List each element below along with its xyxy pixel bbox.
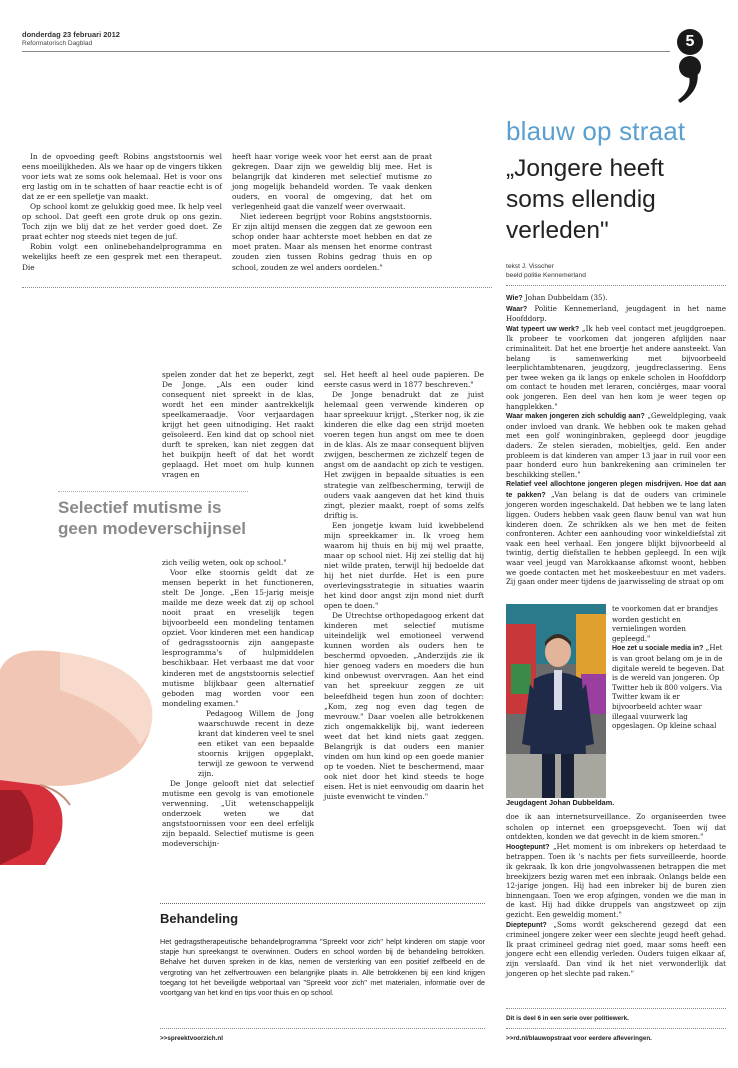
answer: doe ik aan internetsurveillance. Zo organiseerden twee scholen op internet een groepsgevecht. Toen wij dat ontdekten, konden we dat gevecht in de kiem smoren." [506, 812, 726, 842]
sidebar-divider [506, 285, 726, 286]
interview-block [506, 842, 726, 920]
answer: Johan Dubbeldam (35). [522, 293, 608, 302]
answer: „Het moment is om inbrekers op heterdaad te betrappen. Toen ik 's nachts per fiets surveilleerde, hoorde ik gekraak. Ik kon drie jongvolwassenen betrappen die met breekijzers bezig waren met een inbraak. Onlangs belde een 12-jarige jongen. Hij had een inbreker bij de buren zien binnengaan. Toen we erop afgingen, vonden we die man in de kast. Hij had dikke druppels van angstzweet op zijn gezicht. Een geweldig moment." [506, 841, 726, 919]
interview-block [612, 604, 726, 643]
paragraph: heeft haar vorige week voor het eerst aan de praat gekregen. Daar zijn we geweldig blij mee. Het is belangrijk dat kinderen met selectief mutisme zo jong mogelijk behandeld worden. Te vaak denken ouders, en vooral de omgeving, dat het om verlegenheid gaat die vanzelf weer overwaait. [232, 152, 432, 212]
question: Hoe zet u sociale media in? [612, 645, 704, 653]
answer: „Ik heb veel contact met jeugdgroepen. Ik probeer te voorkomen dat jongeren afglijden naar criminaliteit. Dat het ene broertje het andere aansteekt. Van belang is samenwerking met bijvoorbeeld leerplichtambtenaren, jeugdzorg, jeugdreclassering. Eens per twee weken ga ik langs op enkele scholen in Hoofddorp om contact te houden met leraren, conciërges, maar vooral ook jongeren. Een deel van hen kom je weer tegen op hangplekken." [506, 323, 726, 411]
credit-text: tekst J. Visscher [506, 263, 554, 270]
page-number-badge: 5 [677, 29, 703, 55]
paragraph: Niet iedereen begrijpt voor Robins angststoornis. Er zijn altijd mensen die zeggen dat ze gewoon een schop onder haar achterste moet hebben en dat ze moet praten. Maar als mensen het enorme contrast zouden zien tussen Robins gedrag thuis en op school, zouden ze wel anders oordelen." [232, 212, 432, 272]
box-divider [160, 903, 485, 904]
box-link-divider [160, 1028, 485, 1029]
box-title: Behandeling [160, 911, 239, 926]
question: Relatief veel allochtone jongeren plegen misdrijven. Hoe dat aan te pakken? [506, 481, 726, 499]
paragraph: Op school komt ze gelukkig goed mee. Ik help veel op school. Dat geeft een grote druk op ons gezin. Toch zijn we blij dat ze het verder goed doet. Ze praat echter nog steeds niet tegen de juf. [22, 202, 222, 242]
spreektvoorzich-link[interactable]: >>spreektvoorzich.nl [160, 1035, 223, 1042]
interview-block [506, 812, 726, 842]
paragraph: spelen zonder dat het ze beperkt, zegt De Jonge. „Als een ouder kind consequent niet spreekt in de klas, wordt het een minder aantrekkelijk speelkameraadje. Voor verjaardagen krijgt het geen uitnodiging. Het raakt geïsoleerd. Een kind dat op school niet durft te spreken, kan niet zeggen dat het buikpijn heeft of dat het wordt geplaagd. Het moet om hulp kunnen vragen en [162, 370, 314, 480]
interview-block [506, 293, 726, 304]
pull-quote: Selectief mutisme is geen modeverschijnsel [58, 498, 247, 538]
paragraph: sel. Het heeft al heel oude papieren. De eerste casus werd in 1877 beschreven." [324, 370, 484, 390]
header-rule [22, 51, 670, 52]
comma-logo-icon [676, 55, 704, 105]
paragraph: In de opvoeding geeft Robins angststoornis wel eens moeilijkheden. Als we haar op de vingers tikken voor iets wat ze soms ook helemaal. Het is voor ons erg lastig om in te schatten of haar reactie echt is of dat ze er een spelletje van maakt. [22, 152, 222, 202]
pull-quote-rule [58, 491, 248, 492]
answer: „Soms wordt gekscherend gezegd dat een crimineel jongere zeker weer een slechte jeugd heeft gehad. Ik praat crimineel gedrag niet goed, maar soms heeft een jongere echt een ellendig verleden. Ouders tuigen elkaar af, zijn verslaafd. Dan vind ik het niet verwonderlijk dat jongeren op het slechte pad raken." [506, 919, 726, 978]
interview-after-photo [506, 812, 726, 978]
photo-caption: Jeugdagent Johan Dubbeldam. [506, 798, 615, 807]
answer: te voorkomen dat er brandjes worden gesticht en vernielingen worden gepleegd." [612, 604, 718, 643]
paragraph: Pedagoog Willem de Jong waarschuwde recent in deze krant dat kinderen veel te snel een etiket van een bepaalde stoornis krijgen opgeplakt, terwijl ze gewoon te verwend zijn. [198, 708, 314, 778]
interview-block [506, 304, 726, 324]
interview-beside-photo [612, 604, 726, 731]
main-article-col1-bottom [162, 558, 314, 849]
interview-block [612, 643, 726, 730]
issue-date: donderdag 23 februari 2012 [22, 30, 120, 39]
left-article-col2 [232, 152, 432, 273]
answer: Politie Kennemerland, jeugdagent in het name Hoofddorp. [506, 303, 726, 324]
paragraph: De Jonge gelooft niet dat selectief mutisme een gevolg is van emotionele verwenning. „Uit wetenschappelijk onderzoek weten we dat angststoornissen voor een deel erfelijk zijn bepaald. Selectief mutisme is geen modeverschijn- [162, 779, 314, 849]
paragraph: Voor elke stoornis geldt dat ze mensen beperkt in het functioneren, stelt De Jonge. „Een 15-jarig meisje mailde me deze week dat zij op school nooit praat en vreselijk tegen bijvoorbeeld een mondeling tentamen opziet. Voor kinderen met een handicap of gedragsstoornis zijn aangepaste lesprogramma's of hulpmiddelen beschikbaar. Het verbaast me dat voor kinderen met de angststoornis selectief mutisme blijkbaar geen alternatief geboden mag worden voor een mondeling examen." [162, 568, 314, 708]
rd-series-link[interactable]: >>rd.nl/blauwopstraat voor eerdere afleveringen. [506, 1035, 652, 1042]
finger-illustration [0, 640, 155, 865]
series-link-divider [506, 1028, 726, 1029]
answer: „Het is van groot belang om je in de digitale wereld te begeven. Dat is de wereld van jongeren. Op Twitter heb ik 800 volgers. Via Twitter kwam ik er bijvoorbeeld achter waar illegaal vuurwerk lag opgeslagen. Op kleine schaal [612, 643, 725, 731]
officer-photo [506, 604, 606, 798]
left-article-col1 [22, 152, 222, 273]
question: Wie? [506, 295, 523, 302]
question: Wat typeert uw werk? [506, 325, 580, 333]
interview-block [506, 411, 726, 479]
section-divider [22, 287, 492, 288]
paragraph: zich veilig weten, ook op school." [162, 558, 287, 567]
question: Waar? [506, 305, 528, 313]
answer: „Van belang is dat de ouders van criminele jongeren worden ingeschakeld. Dat hebben we te lang laten liggen. Ouders hebben vaak geen flauw benul van wat hun kinderen doen. Ze schrikken als we hen met de feiten confronteren. Achter een aanhouding voor winkeldiefstal zit vaak een heel verhaal. Een jongere blijkt bijvoorbeeld al twintig, dertig diefstallen te hebben gepleegd. In een wijk waar veel jeugd van Marokkaanse afkomst woont, hebben we goede contacten met het moskeebestuur en met vaders. Zij gaan onder meer tijdens de jaarwisseling de straat op om [506, 489, 726, 587]
main-article-col2 [324, 370, 484, 802]
main-article-col1-top [162, 370, 314, 481]
series-divider [506, 1008, 726, 1009]
interview-block [506, 324, 726, 411]
box-text: Het gedragstherapeutische behandelprogramma "Spreekt voor zich" helpt kinderen om stapje voor stapje hun spreekangst te overwinnen. Ouders en school worden bij de behandeling betrokken. Behalve het durven spreken in de klas, nemen de versterking van een positief zelfbeeld en de vergroting van het zelfvertrouwen een belangrijke plaats in. Alle betrokkenen bij een kind krijgen toegang tot het beveiligde webportaal van "Spreekt voor zich" met materialen, informatie over de voortgang van het kind en tips voor thuis en op school. [160, 937, 485, 998]
sidebar-credits [506, 262, 586, 280]
sidebar-headline: „Jongere heeft soms ellendig verleden" [506, 155, 664, 244]
interview-block [506, 920, 726, 979]
paragraph: Een jongetje kwam luid kwebbelend mijn spreekkamer in. Ik vroeg hem waarom hij thuis en bij mij wel praatte, maar op school niet. Hij zei stellig dat hij niet wilde praten, terwijl hij bedoelde dat hij het niet durfde. Het is een pure overlevingsstrategie in situaties waarin het kind door angst zijn mond niet durft open te doen." [324, 520, 484, 611]
interview-intro [506, 293, 726, 587]
answer: „Geweldpleging, vaak onder invloed van drank. We hebben ook te maken gehad met een golf woninginbraken, gepleegd door jeugdige daders. Ze stelen sieraden, mobieltjes, geld. Een ander probleem is dat kinderen van amper 13 jaar in ruil voor een paar honderd euro hun bankrekening aan criminelen ter beschikking stellen." [506, 411, 726, 479]
paragraph: Robin volgt een onlinebehandelprogramma en wekelijks heeft ze een gesprek met een therapeut. Die [22, 242, 222, 272]
newspaper-name: Reformatorisch Dagblad [22, 40, 93, 47]
paragraph: De Utrechtse orthopedagoog erkent dat kinderen met selectief mutisme uiteindelijk wel emotioneel verwend kunnen worden als ouders hen te beschermd opvoeden. „Anderzijds zie ik hier genoeg vaders en moeders die hun kind onbewust overvragen. Aan het eind van het spreekuur zeggen ze uit beleefdheid tegen hun zoon of dochter: „Kom, zeg nog even dag tegen de mevrouw." Daar voelen alle betrokkenen zich ongemakkelijk bij, want iedereen weet dat het kind niets gaat zeggen. Belangrijk is dat ouders een manier vinden om hun kind op een goede manier op te voeden. Niet te beschermend, maar ook niet door het kind steeds te hoge eisen. Het is niet eenvoudig om daarin het juiste evenwicht te vinden." [324, 611, 484, 801]
section-kicker: blauw op straat [506, 116, 686, 146]
question: Waar maken jongeren zich schuldig aan? [506, 413, 645, 421]
paragraph: De Jonge benadrukt dat ze juist helemaal geen verwende kinderen op haar spreekuur krijgt. „Sterker nog, ik zie kinderen die elke dag een strijd moeten voeren tegen hun angst om mee te doen in de klas. Als ze maar consequent blijven zwijgen, beschermen ze zichzelf tegen de angst om de aandacht op zich te vestigen. Het zwijgen in bepaalde situaties is een strategie van zelfbescherming, terwijl de ouders vaak aangeven dat het kind thuis zingt, plezier maakt, roept of soms zelfs driftig is. [324, 390, 484, 520]
question: Hoogtepunt? [506, 843, 550, 851]
interview-block [506, 479, 726, 587]
credit-photo: beeld politie Kennemerland [506, 272, 586, 279]
series-note: Dit is deel 6 in een serie over politiewerk. [506, 1015, 629, 1022]
question: Dieptepunt? [506, 921, 547, 929]
